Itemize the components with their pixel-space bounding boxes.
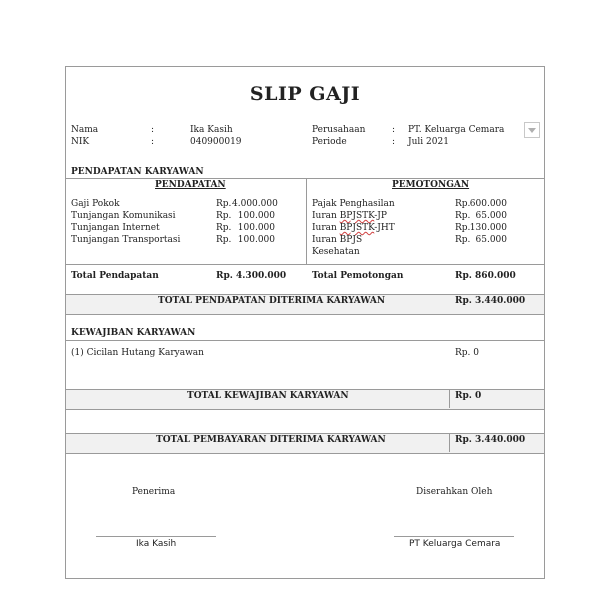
earning-label: Gaji Pokok xyxy=(71,199,120,209)
deduction-label-cont: Kesehatan xyxy=(312,247,360,257)
obligations-total-value: Rp. 0 xyxy=(455,391,482,401)
obligations-heading: KEWAJIBAN KARYAWAN xyxy=(71,328,196,338)
company-value: PT. Keluarga Cemara xyxy=(408,125,505,135)
divider xyxy=(66,178,544,179)
colon: : xyxy=(392,137,396,147)
receiver-name: Ika Kasih xyxy=(136,539,177,549)
earning-label: Tunjangan Internet xyxy=(71,223,160,233)
giver-label: Diserahkan Oleh xyxy=(416,487,493,497)
deduction-label: Iuran BPJSTK-JP xyxy=(312,211,387,221)
deduction-currency: Rp. xyxy=(455,211,471,221)
nik-label: NIK xyxy=(71,137,90,147)
deductions-header: PEMOTONGAN xyxy=(392,180,470,190)
earning-label: Tunjangan Transportasi xyxy=(71,235,181,245)
total-deduction-label: Total Pemotongan xyxy=(312,271,404,281)
total-deduction-value: Rp. 860.000 xyxy=(455,271,516,281)
total-income-label: Total Pendapatan xyxy=(71,271,159,281)
payment-total-label: TOTAL PEMBAYARAN DITERIMA KARYAWAN xyxy=(156,435,386,445)
earning-amount: 4.000.000 xyxy=(232,199,278,209)
net-income-value: Rp. 3.440.000 xyxy=(455,296,526,306)
net-income-label: TOTAL PENDAPATAN DITERIMA KARYAWAN xyxy=(158,296,386,306)
deduction-amount: 65.000 xyxy=(475,235,507,245)
total-income-value: Rp. 4.300.000 xyxy=(216,271,287,281)
obligation-item-value: Rp. 0 xyxy=(455,348,479,358)
obligation-item-label: (1) Cicilan Hutang Karyawan xyxy=(71,348,204,358)
income-heading: PENDAPATAN KARYAWAN xyxy=(71,167,204,177)
period-value: Juli 2021 xyxy=(408,137,449,147)
deduction-amount: 65.000 xyxy=(475,211,507,221)
earning-label: Tunjangan Komunikasi xyxy=(71,211,176,221)
colon: : xyxy=(151,125,155,135)
column-divider xyxy=(449,434,450,452)
deduction-label: Pajak Penghasilan xyxy=(312,199,395,209)
signature-line xyxy=(96,536,216,537)
obligations-total-label: TOTAL KEWAJIBAN KARYAWAN xyxy=(187,391,349,401)
earning-amount: 100.000 xyxy=(237,223,275,233)
nik-value: 040900019 xyxy=(190,137,242,147)
deduction-currency: Rp. xyxy=(455,235,471,245)
earning-amount: 100.000 xyxy=(237,211,275,221)
deduction-label: Iuran BPJSTK-JHT xyxy=(312,223,395,233)
divider xyxy=(66,264,544,265)
name-label: Nama xyxy=(71,125,99,135)
column-divider xyxy=(449,390,450,408)
receiver-label: Penerima xyxy=(132,487,176,497)
name-value: Ika Kasih xyxy=(190,125,233,135)
deduction-currency: Rp. xyxy=(455,223,471,233)
period-label: Periode xyxy=(312,137,347,147)
payment-total-value: Rp. 3.440.000 xyxy=(455,435,526,445)
earning-amount: 100.000 xyxy=(237,235,275,245)
earning-currency: Rp. xyxy=(216,223,232,233)
deduction-amount: 130.000 xyxy=(469,223,507,233)
company-label: Perusahaan xyxy=(312,125,366,135)
slip-title: SLIP GAJI xyxy=(249,83,361,105)
earning-currency: Rp. xyxy=(216,199,232,209)
earnings-header: PENDAPATAN xyxy=(155,180,226,190)
signature-line xyxy=(394,536,514,537)
giver-name: PT Keluarga Cemara xyxy=(409,539,501,549)
salary-slip xyxy=(65,66,545,579)
dropdown-arrow-icon[interactable] xyxy=(524,122,540,138)
earning-currency: Rp. xyxy=(216,235,232,245)
deduction-amount: 600.000 xyxy=(469,199,507,209)
divider xyxy=(66,340,544,341)
deduction-currency: Rp. xyxy=(455,199,471,209)
colon: : xyxy=(151,137,155,147)
earning-currency: Rp. xyxy=(216,211,232,221)
colon: : xyxy=(392,125,396,135)
deduction-label: Iuran BPJS xyxy=(312,235,363,245)
column-divider xyxy=(306,178,307,264)
